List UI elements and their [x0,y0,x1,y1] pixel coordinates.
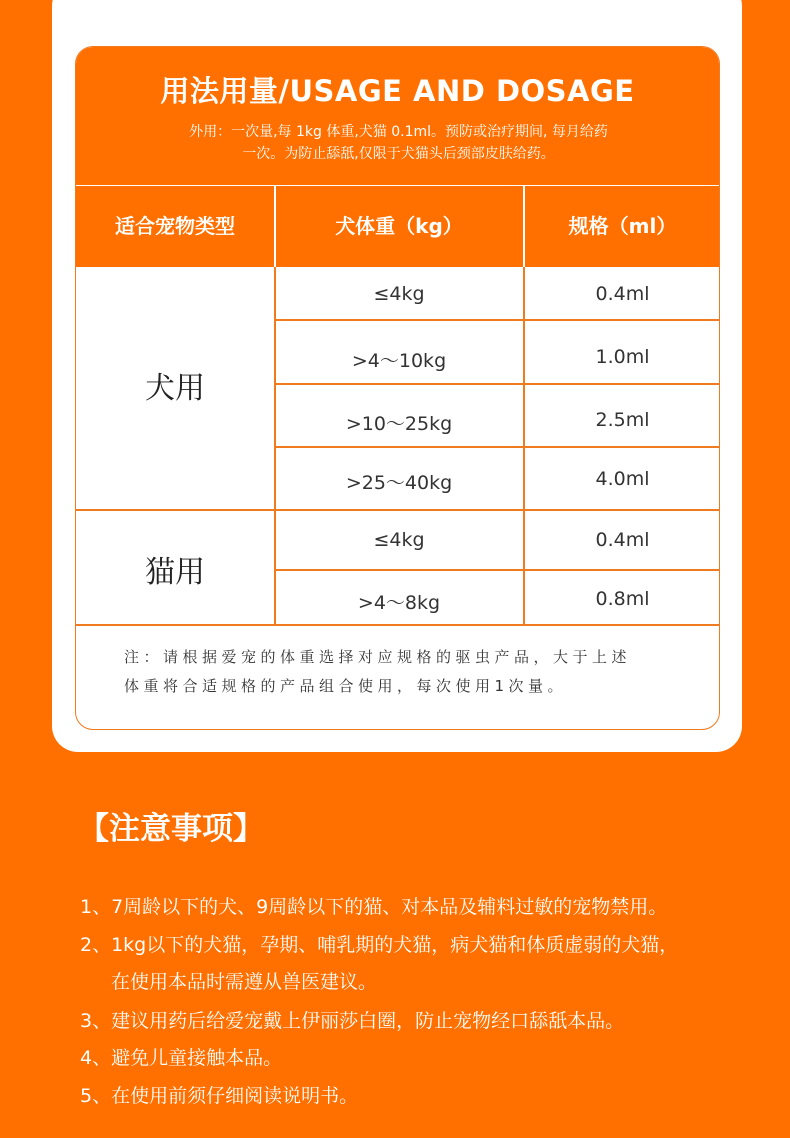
table-header-row [76,185,719,267]
table-cell-weight: >25～40kg [345,472,453,494]
table-cell-weight: >10～25kg [345,413,453,435]
divider [274,319,720,321]
dosage-subtitle [136,121,661,165]
table-cell-weight: ≤4kg [373,529,425,551]
dosage-title: 用法用量/USAGE AND DOSAGE [160,74,635,108]
column-header-weight: 犬体重（kg） [335,214,463,238]
notice-item: 3、建议用药后给爱宠戴上伊丽莎白圈，防止宠物经口舔舐本品。 [80,1010,625,1032]
table-cell-spec: 0.4ml [595,283,650,305]
note-line: 注：请根据爱宠的体重选择对应规格的驱虫产品，大于上述 [124,648,632,666]
table-cell-weight: ≤4kg [373,283,425,305]
table-cell-spec: 0.4ml [595,529,650,551]
notice-item: 1、7周龄以下的犬、9周龄以下的猫、对本品及辅料过敏的宠物禁用。 [80,896,668,918]
divider [274,569,720,571]
table-cell-spec: 0.8ml [595,588,650,610]
dosage-note [124,643,684,701]
table-cell-spec: 4.0ml [595,468,650,490]
column-header-spec: 规格（ml） [568,214,677,238]
divider [274,446,720,448]
species-label-cat: 猫用 [145,555,205,590]
notice-item: 5、在使用前须仔细阅读说明书。 [80,1085,359,1107]
notice-item: 4、避免儿童接触本品。 [80,1047,283,1069]
species-label-dog: 犬用 [145,371,205,406]
subtitle-line: 一次。为防止舔舐,仅限于犬猫头后颈部皮肤给药。 [242,146,555,162]
subtitle-line: 外用：一次量,每 1kg 体重,犬猫 0.1ml。预防或治疗期间, 每月给药 [189,124,608,140]
divider [76,624,720,626]
table-cell-weight: >4～8kg [357,592,441,614]
dosage-panel [75,46,720,730]
note-line: 体重将合适规格的产品组合使用，每次使用1次量。 [124,677,568,695]
notice-item: 在使用本品时需遵从兽医建议。 [111,971,378,993]
divider [274,383,720,385]
column-header-pet-type: 适合宠物类型 [115,214,235,238]
table-cell-spec: 2.5ml [595,409,650,431]
notices-title: 【注意事项】 [78,811,264,847]
notice-item: 2、1kg以下的犬猫，孕期、哺乳期的犬猫，病犬猫和体质虚弱的犬猫， [80,934,679,956]
table-cell-weight: >4～10kg [351,350,447,372]
divider [76,509,720,511]
table-cell-spec: 1.0ml [595,346,650,368]
dosage-header [76,47,719,185]
